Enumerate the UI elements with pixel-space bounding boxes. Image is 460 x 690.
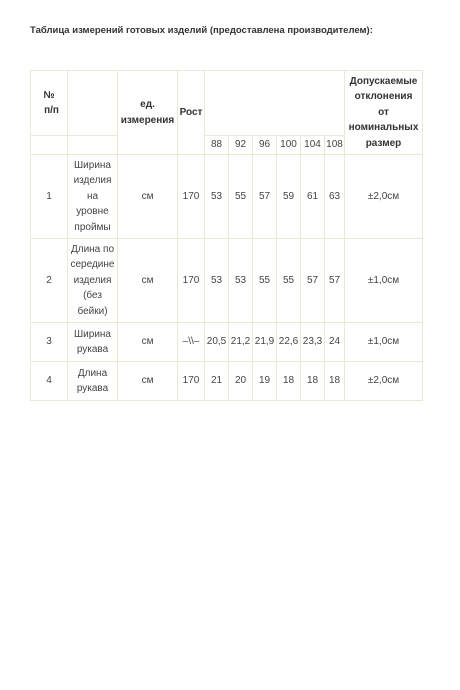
- row-number: 3: [31, 323, 68, 362]
- unit-cell: см: [118, 362, 178, 401]
- size-header: 96: [253, 136, 277, 155]
- value-cell: 53: [229, 239, 253, 323]
- value-cell: 20: [229, 362, 253, 401]
- size-header: 92: [229, 136, 253, 155]
- measurement-name: Длина по середине изделия (без бейки): [68, 239, 118, 323]
- blank-cell: [68, 136, 118, 155]
- size-header: 108: [325, 136, 345, 155]
- header-name: [68, 71, 118, 136]
- value-cell: 24: [325, 323, 345, 362]
- value-cell: 18: [301, 362, 325, 401]
- value-cell: 53: [205, 155, 229, 239]
- table-row: [31, 239, 423, 323]
- height-cell: –\\–: [178, 323, 205, 362]
- size-header: 88: [205, 136, 229, 155]
- measurement-name: Ширина изделия на уровне проймы: [68, 155, 118, 239]
- row-number: 1: [31, 155, 68, 239]
- height-cell: 170: [178, 362, 205, 401]
- value-cell: 22,6: [277, 323, 301, 362]
- value-cell: 21,2: [229, 323, 253, 362]
- tolerance-cell: ±1,0см: [345, 239, 423, 323]
- header-tolerance: Допускаемые отклонения от номинальных размер: [345, 71, 423, 155]
- table-row: [31, 155, 423, 239]
- measurement-name: Длина рукава: [68, 362, 118, 401]
- header-height: Рост: [178, 71, 205, 155]
- row-number: 2: [31, 239, 68, 323]
- header-row: [31, 71, 423, 136]
- value-cell: 53: [205, 239, 229, 323]
- measurements-table: [30, 70, 423, 401]
- value-cell: 55: [253, 239, 277, 323]
- value-cell: 55: [277, 239, 301, 323]
- table-row: [31, 323, 423, 362]
- table-row: [31, 362, 423, 401]
- header-number: № п/п: [31, 71, 68, 136]
- height-cell: 170: [178, 239, 205, 323]
- measurement-name: Ширина рукава: [68, 323, 118, 362]
- size-header: 100: [277, 136, 301, 155]
- tolerance-cell: ±2,0см: [345, 155, 423, 239]
- value-cell: 59: [277, 155, 301, 239]
- unit-cell: см: [118, 323, 178, 362]
- value-cell: 23,3: [301, 323, 325, 362]
- row-number: 4: [31, 362, 68, 401]
- size-header: 104: [301, 136, 325, 155]
- unit-cell: см: [118, 239, 178, 323]
- value-cell: 57: [253, 155, 277, 239]
- value-cell: 19: [253, 362, 277, 401]
- value-cell: 57: [301, 239, 325, 323]
- value-cell: 18: [277, 362, 301, 401]
- tolerance-cell: ±1,0см: [345, 323, 423, 362]
- header-sizes-group: [205, 71, 345, 136]
- unit-cell: см: [118, 155, 178, 239]
- value-cell: 20,5: [205, 323, 229, 362]
- page-title: Таблица измерений готовых изделий (предоставлена производителем):: [30, 25, 373, 36]
- value-cell: 55: [229, 155, 253, 239]
- height-cell: 170: [178, 155, 205, 239]
- value-cell: 18: [325, 362, 345, 401]
- value-cell: 63: [325, 155, 345, 239]
- blank-cell: [31, 136, 68, 155]
- tolerance-cell: ±2,0см: [345, 362, 423, 401]
- value-cell: 21,9: [253, 323, 277, 362]
- value-cell: 61: [301, 155, 325, 239]
- value-cell: 57: [325, 239, 345, 323]
- header-unit: ед. измерения: [118, 71, 178, 155]
- value-cell: 21: [205, 362, 229, 401]
